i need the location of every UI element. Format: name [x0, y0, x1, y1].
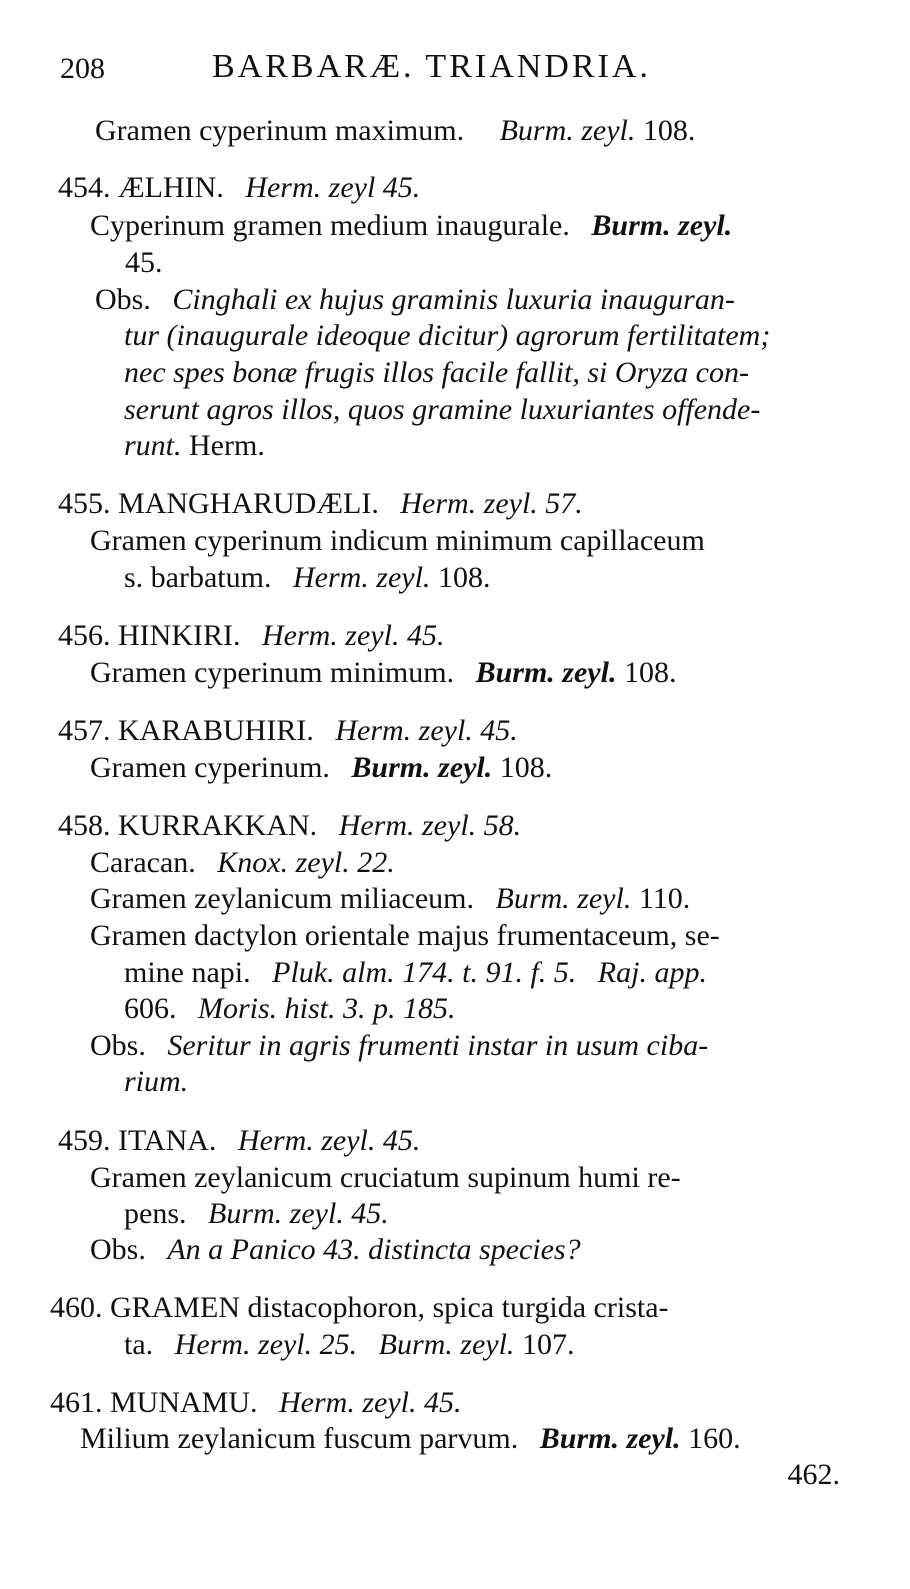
- citation-page: 606.: [124, 992, 177, 1025]
- citation: Burm. zeyl.: [495, 882, 632, 915]
- citation: Moris. hist.: [198, 992, 336, 1025]
- citation: Herm. zeyl. 45.: [279, 1386, 462, 1419]
- entry-text: ta.: [124, 1328, 154, 1361]
- text-line: [124, 1327, 574, 1363]
- entry-text: Milium zeylanicum fuscum parvum.: [80, 1422, 519, 1455]
- entry-number: 455.: [58, 487, 111, 520]
- entry-number: 456.: [58, 619, 111, 652]
- citation-page: 108.: [642, 114, 696, 147]
- entry-name: HINKIRI.: [118, 619, 241, 652]
- entry-heading: [50, 1290, 669, 1326]
- entry-name: ÆLHIN.: [118, 171, 224, 204]
- observation-line: [90, 1232, 581, 1268]
- entry-text: Gramen zeylanicum miliaceum.: [90, 882, 475, 915]
- citation: Herm. zeyl. 45.: [261, 619, 445, 652]
- observation-line: [124, 392, 760, 428]
- citation: Pluk. alm.: [272, 956, 395, 989]
- entry-text: Gramen cyperinum minimum.: [90, 656, 455, 689]
- running-header: [60, 48, 860, 92]
- text-line: [124, 1196, 389, 1232]
- entry-heading: [58, 1123, 420, 1159]
- obs-label: Obs.: [90, 1233, 146, 1266]
- text-line: [90, 845, 395, 881]
- entry-name: GRAMEN: [110, 1291, 241, 1324]
- obs-label: Obs.: [90, 1029, 146, 1062]
- citation-page: 160.: [688, 1422, 741, 1455]
- text-line: [90, 918, 720, 954]
- entry-text: Caracan.: [90, 846, 196, 879]
- text-line: [124, 955, 707, 991]
- citation: Burm. zeyl. 45.: [208, 1197, 389, 1230]
- obs-author: Herm.: [189, 429, 265, 462]
- obs-text: serunt agros illos, quos gramine luxuriantes offende-: [124, 393, 761, 426]
- observation-line: [90, 1028, 708, 1064]
- text-line: [90, 1160, 681, 1196]
- entry-text: mine napi.: [124, 956, 251, 989]
- catchword: [700, 1457, 840, 1493]
- page-title: BARBARÆ. TRIANDRIA.: [212, 48, 651, 85]
- observation-line: [95, 282, 735, 318]
- entry-text: Gramen dactylon orientale majus frumentaceum, se-: [90, 919, 720, 952]
- entry-number: 457.: [58, 714, 111, 747]
- catchword-text: 462.: [787, 1458, 840, 1491]
- obs-text: runt.: [124, 429, 182, 462]
- entry-text: distacophoron, spica turgida crista-: [247, 1291, 669, 1324]
- observation-line: [124, 1064, 188, 1100]
- citation: Herm. zeyl. 58.: [338, 809, 522, 842]
- entry-number: 460.: [50, 1291, 103, 1324]
- obs-text: nec spes bonæ frugis illos facile fallit, si Oryza con-: [124, 356, 749, 389]
- citation: Herm. zeyl. 45.: [237, 1124, 421, 1157]
- entry-number: 454.: [58, 171, 111, 204]
- entry-name: KARABUHIRI.: [118, 714, 314, 747]
- page-number: 208: [60, 52, 105, 85]
- citation: Burm. zeyl.: [378, 1328, 515, 1361]
- obs-text: An a Panico 43. distincta species?: [167, 1233, 581, 1266]
- citation-page: 110.: [638, 882, 691, 915]
- citation: Herm. zeyl. 57.: [400, 487, 583, 520]
- citation-page: 108.: [499, 751, 553, 784]
- obs-text: rium.: [124, 1065, 189, 1098]
- obs-label: Obs.: [95, 283, 151, 316]
- citation-page: 107.: [521, 1328, 575, 1361]
- entry-name: MANGHARUDÆLI.: [118, 487, 379, 520]
- citation: Burm. zeyl.: [539, 1422, 681, 1455]
- observation-line: [124, 428, 265, 464]
- citation-page: 3. p. 185.: [343, 992, 456, 1025]
- entry-text: pens.: [124, 1197, 187, 1230]
- obs-text: Seritur in agris frumenti instar in usum ciba-: [167, 1029, 709, 1062]
- text-line: [125, 245, 163, 281]
- observation-line: [124, 355, 749, 391]
- text-line: [90, 208, 732, 244]
- citation-page: 174. t. 91. f. 5.: [402, 956, 577, 989]
- entry-text: 45.: [125, 246, 163, 279]
- text-line: [90, 523, 705, 559]
- citation: Burm. zeyl.: [475, 656, 617, 689]
- entry-number: 458.: [58, 809, 111, 842]
- text-line: [80, 1421, 741, 1457]
- entry-text: Gramen cyperinum.: [90, 751, 330, 784]
- text-line: [124, 991, 456, 1027]
- entry-number: 461.: [50, 1386, 103, 1419]
- entry-heading: [58, 808, 521, 844]
- citation: Burm. zeyl.: [591, 209, 733, 242]
- entry-heading: [58, 713, 518, 749]
- entry-heading: [58, 486, 583, 522]
- obs-text: tur (inaugurale ideoque dicitur) agrorum fertilitatem;: [124, 319, 771, 352]
- citation: Herm. zeyl 45.: [245, 171, 421, 204]
- citation: Burm. zeyl.: [499, 114, 636, 147]
- text-line: [95, 113, 695, 149]
- entry-text: Gramen cyperinum maximum.: [95, 114, 465, 147]
- text-line: [90, 750, 552, 786]
- entry-text: s. barbatum.: [124, 561, 272, 594]
- citation: Burm. zeyl.: [351, 751, 493, 784]
- citation-page: 108.: [437, 561, 491, 594]
- entry-heading: [50, 1385, 461, 1421]
- text-line: [124, 560, 490, 596]
- citation: Herm. zeyl. 45.: [335, 714, 518, 747]
- citation: Herm. zeyl. 25.: [174, 1328, 358, 1361]
- text-line: [90, 881, 690, 917]
- citation: Raj. app.: [597, 956, 707, 989]
- entry-heading: [58, 170, 420, 206]
- text-line: [90, 655, 676, 691]
- observation-line: [124, 318, 770, 354]
- entry-text: Gramen zeylanicum cruciatum supinum humi re-: [90, 1161, 681, 1194]
- citation: Herm. zeyl.: [292, 561, 431, 594]
- citation: Knox. zeyl. 22.: [217, 846, 395, 879]
- entry-text: Gramen cyperinum indicum minimum capillaceum: [90, 524, 705, 557]
- obs-text: Cinghali ex hujus graminis luxuria inauguran-: [172, 283, 735, 316]
- entry-heading: [58, 618, 444, 654]
- entry-name: MUNAMU.: [110, 1386, 258, 1419]
- entry-number: 459.: [58, 1124, 111, 1157]
- entry-name: ITANA.: [118, 1124, 217, 1157]
- entry-text: Cyperinum gramen medium inaugurale.: [90, 209, 570, 242]
- entry-name: KURRAKKAN.: [118, 809, 318, 842]
- citation-page: 108.: [623, 656, 677, 689]
